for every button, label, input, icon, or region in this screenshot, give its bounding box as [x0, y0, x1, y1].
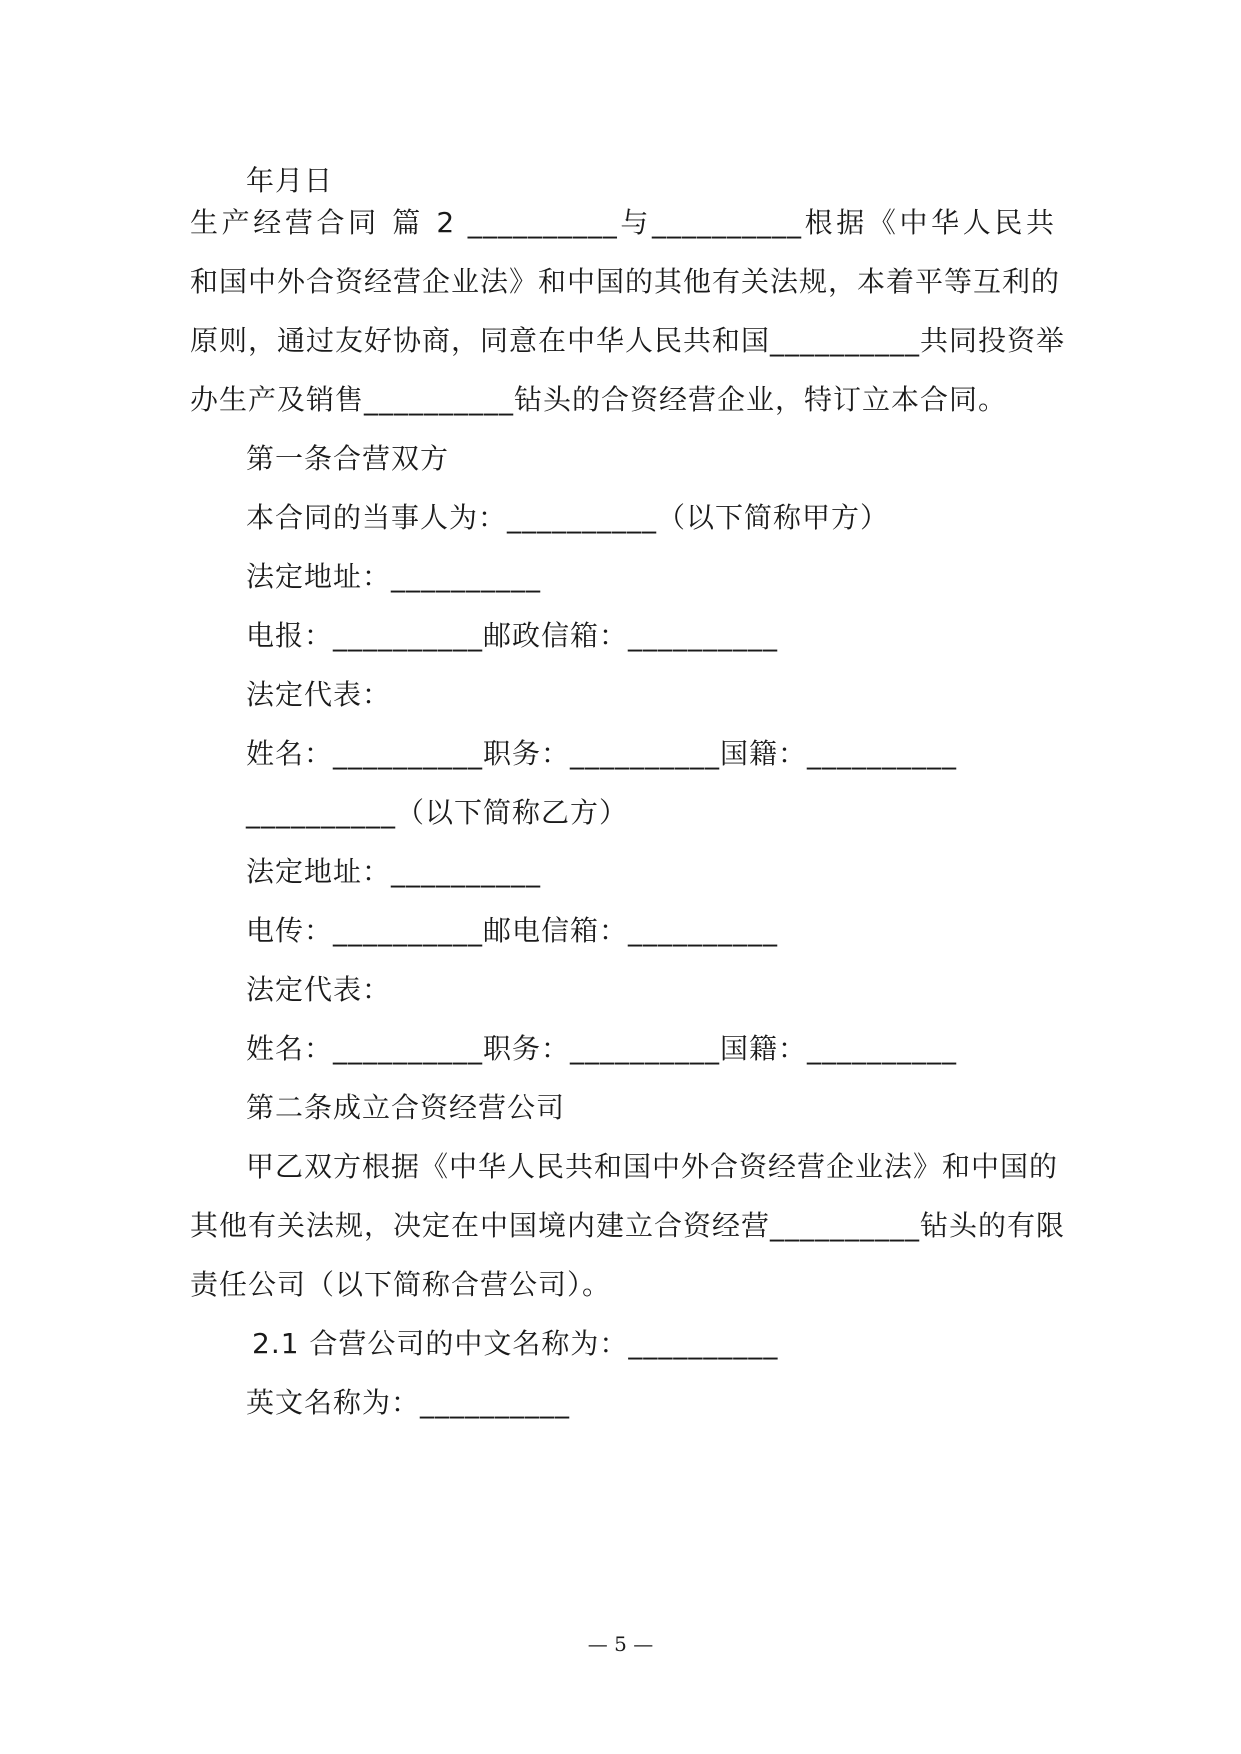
paragraph-line: 和国中外合资经营企业法》和中国的其他有关法规，本着平等互利的: [190, 265, 1061, 298]
telex-mailbox-line: 电传：__________邮电信箱：__________: [246, 914, 779, 947]
name-position-nationality-line: 姓名：__________职务：__________国籍：__________: [246, 1032, 958, 1065]
paragraph-line: 其他有关法规，决定在中国境内建立合资经营__________钻头的有限: [190, 1209, 1066, 1242]
paragraph-line: 甲乙双方根据《中华人民共和国中外合资经营企业法》和中国的: [246, 1150, 1059, 1183]
paragraph-line: 责任公司（以下简称合营公司）。: [190, 1268, 612, 1301]
legal-representative-line: 法定代表：: [246, 678, 392, 711]
english-name-line: 英文名称为：__________: [246, 1386, 571, 1419]
legal-representative-line: 法定代表：: [246, 973, 392, 1006]
name-position-nationality-line: 姓名：__________职务：__________国籍：__________: [246, 737, 958, 770]
party-a-line: 本合同的当事人为：__________（以下简称甲方）: [246, 501, 890, 534]
paragraph-line: 原则，通过友好协商，同意在中华人民共和国__________共同投资举: [190, 324, 1066, 357]
page-number: — 5 —: [587, 1632, 654, 1656]
article-heading: 第一条合营双方: [246, 442, 450, 475]
legal-address-line: 法定地址：__________: [246, 855, 542, 888]
contract-heading-line: 生产经营合同 篇 2 __________与__________根据《中华人民共: [190, 206, 1055, 239]
chinese-name-line: 2.1 合营公司的中文名称为：__________: [252, 1327, 779, 1360]
legal-address-line: 法定地址：__________: [246, 560, 542, 593]
party-b-line: __________（以下简称乙方）: [246, 796, 629, 829]
article-heading: 第二条成立合资经营公司: [246, 1091, 566, 1124]
telegraph-mailbox-line: 电报：__________邮政信箱：__________: [246, 619, 779, 652]
date-line: 年月日: [246, 164, 334, 197]
paragraph-line: 办生产及销售__________钻头的合资经营企业，特订立本合同。: [190, 383, 1008, 416]
